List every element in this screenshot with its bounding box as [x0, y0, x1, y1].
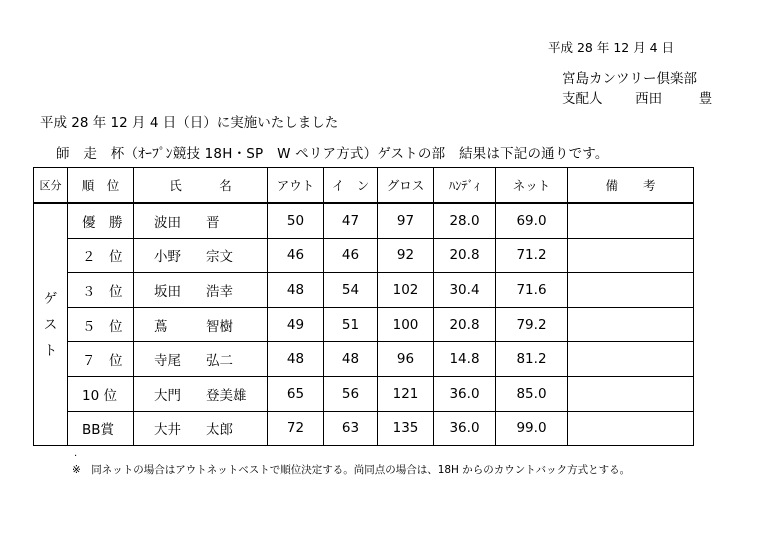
- handicap-cell: 36.0: [434, 376, 496, 411]
- admin-signature: [562, 87, 712, 107]
- rank-cell: ５ 位: [68, 307, 134, 342]
- col-header-category: 区分: [34, 168, 68, 204]
- net-cell: 99.0: [496, 411, 568, 446]
- col-header-in: イ ン: [324, 168, 378, 204]
- handicap-cell: 20.8: [434, 238, 496, 273]
- net-cell: 71.6: [496, 273, 568, 308]
- handicap-cell: 28.0: [434, 203, 496, 238]
- handicap-cell: 30.4: [434, 273, 496, 308]
- net-cell: 69.0: [496, 203, 568, 238]
- in-cell: 48: [324, 342, 378, 377]
- notes-cell: [568, 273, 694, 308]
- table-row: [34, 273, 694, 308]
- handicap-cell: 14.8: [434, 342, 496, 377]
- gross-cell: 135: [378, 411, 434, 446]
- rank-cell: ３ 位: [68, 273, 134, 308]
- out-cell: 65: [268, 376, 324, 411]
- out-cell: 72: [268, 411, 324, 446]
- out-cell: 49: [268, 307, 324, 342]
- in-cell: 47: [324, 203, 378, 238]
- table-row: [34, 376, 694, 411]
- table-header-row: [34, 168, 694, 204]
- notes-cell: [568, 238, 694, 273]
- out-cell: 50: [268, 203, 324, 238]
- gross-cell: 92: [378, 238, 434, 273]
- document-date: 平成 28 年 12 月 4 日: [548, 40, 675, 55]
- name-cell: 蔦 智樹: [134, 307, 268, 342]
- gross-cell: 97: [378, 203, 434, 238]
- net-cell: 81.2: [496, 342, 568, 377]
- organization-name: 宮島カンツリー倶楽部: [562, 71, 697, 87]
- handicap-cell: 36.0: [434, 411, 496, 446]
- out-cell: 46: [268, 238, 324, 273]
- results-heading: 師 走 杯（ｵｰﾌﾟﾝ競技 18H・SP W ペリア方式）ゲストの部 結果は下記の通りです。: [56, 146, 609, 162]
- admin-given-name: 豊: [698, 91, 713, 107]
- table-row: [34, 307, 694, 342]
- in-cell: 51: [324, 307, 378, 342]
- handicap-cell: 20.8: [434, 307, 496, 342]
- name-cell: 波田 晋: [134, 203, 268, 238]
- in-cell: 46: [324, 238, 378, 273]
- net-cell: 71.2: [496, 238, 568, 273]
- col-header-notes: 備 考: [568, 168, 694, 204]
- in-cell: 54: [324, 273, 378, 308]
- admin-title: 支配人: [562, 91, 603, 107]
- in-cell: 63: [324, 411, 378, 446]
- col-header-net: ネット: [496, 168, 568, 204]
- notes-cell: [568, 307, 694, 342]
- table-row: [34, 203, 694, 238]
- name-cell: 小野 宗文: [134, 238, 268, 273]
- admin-surname: 西田: [635, 91, 663, 107]
- net-cell: 85.0: [496, 376, 568, 411]
- notes-cell: [568, 411, 694, 446]
- name-cell: 大井 太郎: [134, 411, 268, 446]
- gross-cell: 121: [378, 376, 434, 411]
- in-cell: 56: [324, 376, 378, 411]
- footnote: ※ 同ネットの場合はアウトネットベストで順位決定する。尚同点の場合は、18H からのカウントバック方式とする。: [72, 464, 631, 476]
- table-row: [34, 411, 694, 446]
- col-header-name: 氏 名: [134, 168, 268, 204]
- col-header-rank: 順 位: [68, 168, 134, 204]
- results-table: [33, 167, 694, 446]
- col-header-handicap: ﾊﾝﾃﾞｨ: [434, 168, 496, 204]
- table-row: [34, 238, 694, 273]
- rank-cell: ２ 位: [68, 238, 134, 273]
- name-cell: 大門 登美雄: [134, 376, 268, 411]
- footnote-dot: .: [74, 448, 78, 459]
- notes-cell: [568, 342, 694, 377]
- category-guest: ゲ ス ト: [34, 203, 68, 446]
- gross-cell: 102: [378, 273, 434, 308]
- table-row: [34, 342, 694, 377]
- rank-cell: BB賞: [68, 411, 134, 446]
- out-cell: 48: [268, 342, 324, 377]
- rank-cell: 10 位: [68, 376, 134, 411]
- out-cell: 48: [268, 273, 324, 308]
- col-header-out: アウト: [268, 168, 324, 204]
- net-cell: 79.2: [496, 307, 568, 342]
- notes-cell: [568, 376, 694, 411]
- name-cell: 寺尾 弘二: [134, 342, 268, 377]
- notes-cell: [568, 203, 694, 238]
- name-cell: 坂田 浩幸: [134, 273, 268, 308]
- gross-cell: 100: [378, 307, 434, 342]
- col-header-gross: グロス: [378, 168, 434, 204]
- intro-text: 平成 28 年 12 月 4 日（日）に実施いたしました: [40, 115, 339, 131]
- gross-cell: 96: [378, 342, 434, 377]
- rank-cell: 優 勝: [68, 203, 134, 238]
- rank-cell: ７ 位: [68, 342, 134, 377]
